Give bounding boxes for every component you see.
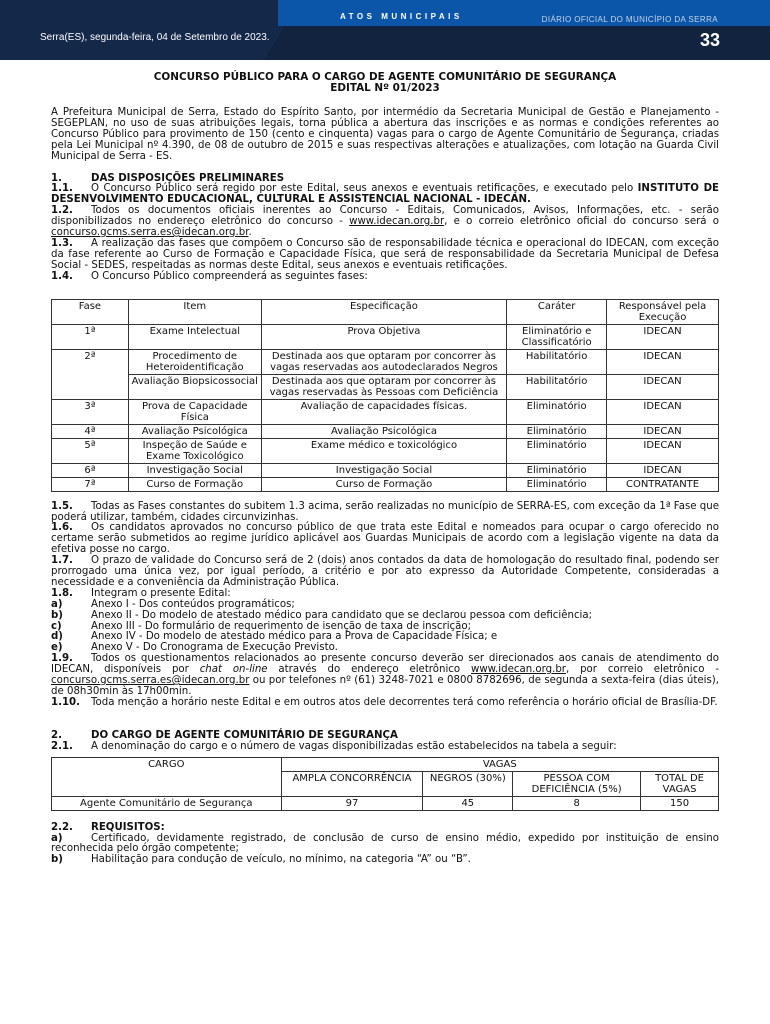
cell-resp: IDECAN xyxy=(607,424,719,438)
cell-item: Curso de Formação xyxy=(128,477,261,491)
table-row xyxy=(52,463,719,477)
item-1-9: 1.9. Todos os questionamentos relacionados ao presente concurso deverão ser direcionados aos canais de atendimento do IDECAN, disponíveis por chat on-line através do endereço eletrônico www.idecan.org.br, por correio eletrônico - concurso.gcms.serra.es@idecan.org.br ou por telefones nº (61) 3248-7021 e 0800 8782696, de segunda a sexta-feira (dias úteis), de 08h30min às 17h00min. xyxy=(51,653,719,697)
col-total: TOTAL DE VAGAS xyxy=(641,771,719,796)
cell-resp: IDECAN xyxy=(607,349,719,374)
list-item: d) Anexo IV - Do modelo de atestado médico para a Prova de Capacidade Física; e xyxy=(51,631,498,643)
table-row xyxy=(52,796,719,810)
cell-spec: Curso de Formação xyxy=(261,477,506,491)
table-row xyxy=(52,349,719,374)
intro-paragraph: A Prefeitura Municipal de Serra, Estado do Espírito Santo, por intermédio da Secretaria Municipal de Gestão e Planejamento - SEGEPLAN, no uso de suas atribuições legais, torna pública a abertura das inscrições e as normas e condições referentes ao Concurso Público para provimento de 150 (cento e cinquenta) vagas para o cargo de Agente Comunitário de Segurança, criadas pela Lei Municipal nº 4.390, de 08 de outubro de 2015 e suas respectivas alterações e atualizações, com lotação na Guarda Civil Municipal de Serra - ES. xyxy=(51,107,719,162)
cell-negros: 45 xyxy=(423,796,513,810)
cell-pcd: 8 xyxy=(513,796,641,810)
cell-carater: Eliminatório xyxy=(507,399,607,424)
item-1-6: 1.6. Os candidatos aprovados no concurso público de que trata este Edital e nomeados para ocupar o cargo oferecido no certame serão submetidos ao regime jurídico aplicável aos Guardas Municipais de acordo com a legislação vigente na data da efetiva posse no cargo. xyxy=(51,522,719,556)
cargo-table xyxy=(51,757,719,811)
cell-fase: 6ª xyxy=(52,463,129,477)
idecan-site-link[interactable]: www.idecan.org.br xyxy=(470,664,566,676)
cell-carater: Eliminatório e Classificatório xyxy=(507,324,607,349)
col-pcd: PESSOA COM DEFICIÊNCIA (5%) xyxy=(513,771,641,796)
cell-spec: Investigação Social xyxy=(261,463,506,477)
cell-resp: IDECAN xyxy=(607,399,719,424)
edital-number: EDITAL Nº 01/2023 xyxy=(330,82,440,94)
col-carater: Caráter xyxy=(507,299,607,324)
list-item: a) Certificado, devidamente registrado, de conclusão de curso de ensino médio, expedido por instituição de ensino reconhecida pelo órgão competente; xyxy=(51,832,719,855)
page-header xyxy=(0,0,770,60)
cell-spec: Avaliação Psicológica xyxy=(261,424,506,438)
section-2-heading: 2. DO CARGO DE AGENTE COMUNITÁRIO DE SEGURANÇA xyxy=(51,729,398,741)
contest-email-link[interactable]: concurso.gcms.serra.es@idecan.org.br xyxy=(51,227,249,239)
cell-item: Avaliação Biopsicossocial xyxy=(128,374,261,399)
cell-fase: 5ª xyxy=(52,438,129,463)
cell-carater: Eliminatório xyxy=(507,438,607,463)
list-item: b) Habilitação para condução de veículo, no mínimo, na categoria “A” ou “B”. xyxy=(51,854,471,866)
cell-carater: Eliminatório xyxy=(507,463,607,477)
cell-resp: IDECAN xyxy=(607,463,719,477)
section-label: ATOS MUNICIPAIS xyxy=(340,12,463,21)
cell-fase: 1ª xyxy=(52,324,129,349)
item-1-10: 1.10. Toda menção a horário neste Edital e em outros atos dele decorrentes terá como referência o horário oficial de Brasília-DF. xyxy=(51,696,718,708)
page-number: 33 xyxy=(699,30,720,50)
phases-table xyxy=(51,299,719,492)
cell-fase: 2ª xyxy=(52,349,129,399)
cell-resp: CONTRATANTE xyxy=(607,477,719,491)
item-2-1: 2.1. A denominação do cargo e o número de vagas disponibilizadas estão estabelecidos na tabela a seguir: xyxy=(51,740,617,752)
col-resp: Responsável pela Execução xyxy=(607,299,719,324)
header-left-band xyxy=(0,0,300,60)
list-item: e) Anexo V - Do Cronograma de Execução Previsto. xyxy=(51,642,338,654)
cell-item: Avaliação Psicológica xyxy=(128,424,261,438)
table-row xyxy=(52,477,719,491)
list-item: b) Anexo II - Do modelo de atestado médico para candidato que se declarou pessoa com deficiência; xyxy=(51,609,593,621)
item-1-5: 1.5. Todas as Fases constantes do subitem 1.3 acima, serão realizadas no município de SERRA-ES, com exceção da 1ª Fase que poderá utilizar, também, cidades circunvizinhas. xyxy=(51,500,719,523)
cell-ampla: 97 xyxy=(281,796,423,810)
edition-date: Serra(ES), segunda-feira, 04 de Setembro de 2023. xyxy=(40,32,270,43)
table-row xyxy=(52,374,719,399)
cell-item: Inspeção de Saúde e Exame Toxicológico xyxy=(128,438,261,463)
cell-item: Procedimento de Heteroidentificação xyxy=(128,349,261,374)
cargo-header-row xyxy=(52,757,719,771)
col-ampla: AMPLA CONCORRÊNCIA xyxy=(281,771,423,796)
cell-resp: IDECAN xyxy=(607,374,719,399)
cell-fase: 7ª xyxy=(52,477,129,491)
item-2-2-heading: 2.2. REQUISITOS: xyxy=(51,821,165,833)
cell-item: Exame Intelectual xyxy=(128,324,261,349)
cell-fase: 3ª xyxy=(52,399,129,424)
contest-email-link[interactable]: concurso.gcms.serra.es@idecan.org.br xyxy=(51,675,250,687)
item-1-7: 1.7. O prazo de validade do Concurso será de 2 (dois) anos contados da data de homologação do resultado final, podendo ser prorrogado uma única vez, por igual período, a critério e por ato expresso da Autoridade Competente, consideradas a necessidade e a conveniência da Administração Pública. xyxy=(51,555,719,588)
cell-carater: Habilitatório xyxy=(507,374,607,399)
col-item: Item xyxy=(128,299,261,324)
col-cargo: CARGO xyxy=(52,757,282,796)
section-1-heading: 1. DAS DISPOSIÇÕES PRELIMINARES xyxy=(51,172,285,184)
item-1-2: 1.2. Todos os documentos oficiais inerentes ao Concurso - Editais, Comunicados, Avisos, Informações, etc. - serão disponibilizados no endereço eletrônico do concurso - www.idecan.org.br, e o correio eletrônico oficial do concurso será o concurso.gcms.serra.es@idecan.org.br. xyxy=(51,205,719,239)
document-body xyxy=(51,72,719,866)
list-item: c) Anexo III - Do formulário de requerimento de isenção de taxa de inscrição; xyxy=(51,620,472,632)
item-1-1: 1.1. O Concurso Público será regido por este Edital, seus anexos e eventuais retificações, e executado pelo INSTITUTO DE DESENVOLVIMENTO EDUCACIONAL, CULTURAL E ASSISTENCIAL NACIONAL - IDECAN. xyxy=(51,183,720,206)
table-row xyxy=(52,438,719,463)
item-1-8: 1.8. Integram o presente Edital: xyxy=(51,587,231,599)
cell-cargo: Agente Comunitário de Segurança xyxy=(52,796,282,810)
col-spec: Especificação xyxy=(261,299,506,324)
cell-spec: Avaliação de capacidades físicas. xyxy=(261,399,506,424)
cell-carater: Eliminatório xyxy=(507,424,607,438)
publication-name: DIÁRIO OFICIAL DO MUNICÍPIO DA SERRA xyxy=(541,15,718,24)
cell-total: 150 xyxy=(641,796,719,810)
table-row xyxy=(52,399,719,424)
table-row xyxy=(52,424,719,438)
cell-carater: Eliminatório xyxy=(507,477,607,491)
document-title: CONCURSO PÚBLICO PARA O CARGO DE AGENTE COMUNITÁRIO DE SEGURANÇA xyxy=(153,71,617,83)
table-row xyxy=(52,324,719,349)
cell-resp: IDECAN xyxy=(607,324,719,349)
idecan-site-link[interactable]: www.idecan.org.br xyxy=(349,216,445,228)
cell-resp: IDECAN xyxy=(607,438,719,463)
cell-item: Investigação Social xyxy=(128,463,261,477)
col-vagas: VAGAS xyxy=(281,757,718,771)
item-1-4: 1.4. O Concurso Público compreenderá as seguintes fases: xyxy=(51,270,368,282)
cell-item: Prova de Capacidade Física xyxy=(128,399,261,424)
cell-spec: Prova Objetiva xyxy=(261,324,506,349)
cell-carater: Habilitatório xyxy=(507,349,607,374)
cell-spec: Destinada aos que optaram por concorrer às vagas reservadas aos autodeclarados Negros xyxy=(261,349,506,374)
col-fase: Fase xyxy=(52,299,129,324)
list-item: a) Anexo I - Dos conteúdos programáticos; xyxy=(51,598,295,610)
cell-spec: Destinada aos que optaram por concorrer às vagas reservadas às Pessoas com Deficiência xyxy=(261,374,506,399)
col-negros: NEGROS (30%) xyxy=(423,771,513,796)
item-1-3: 1.3. A realização das fases que compõem o Concurso são de responsabilidade técnica e operacional do IDECAN, com exceção da fase referente ao Curso de Formação e Capacidade Física, que será de responsabilidade da Secretaria Municipal de Defesa Social - SEDES, respeitadas as normas deste Edital, seus anexos e eventuais retificações. xyxy=(51,237,719,271)
cell-spec: Exame médico e toxicológico xyxy=(261,438,506,463)
cell-fase: 4ª xyxy=(52,424,129,438)
phases-header-row xyxy=(52,299,719,324)
